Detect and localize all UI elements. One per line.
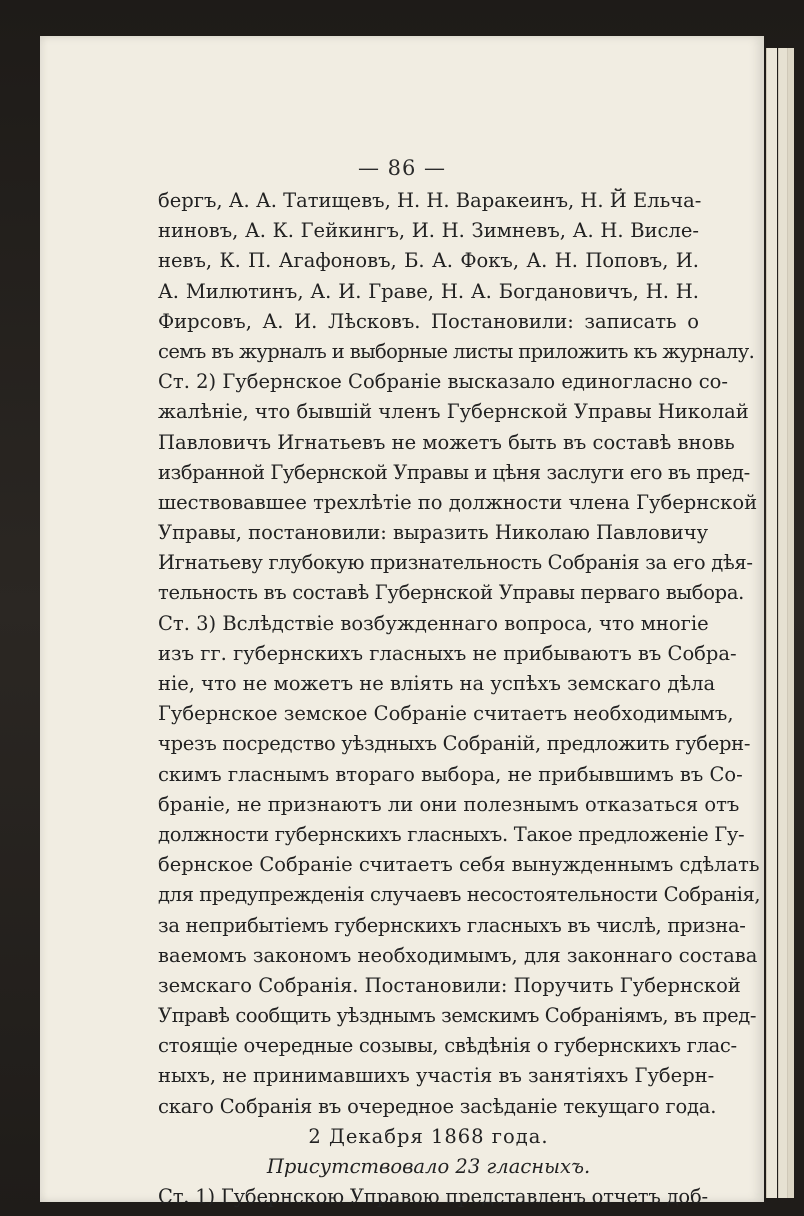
text-line: шествовавшее трехлѣтіе по должности члена Губернской — [158, 490, 758, 514]
text-line: семъ въ журналъ и выборные листы приложить къ журналу. — [158, 339, 755, 363]
text-line: Ст. 1) Губернскою Управою представленъ отчетъ доб- — [158, 1185, 708, 1209]
text-line: браніе, не признаютъ ли они полезнымъ отказаться отъ — [158, 792, 740, 816]
text-line: Управы, постановили: выразить Николаю Павловичу — [158, 521, 709, 545]
text-line: Ст. 3) Вслѣдствіе возбужденнаго вопроса, что многіе — [158, 611, 709, 635]
text-line: земскаго Собранія. Постановили: Поручить Губернской — [158, 973, 741, 997]
text-line: Управѣ сообщить уѣзднымъ земскимъ Собраніямъ, въ пред- — [158, 1004, 757, 1028]
text-line: Игнатьеву глубокую признательность Собранія за его дѣя- — [158, 551, 753, 575]
text-line: для предупрежденія случаевъ несостоятельности Собранія, — [158, 883, 761, 907]
text-line: избранной Губернской Управы и цѣня заслуги его въ пред- — [158, 460, 750, 484]
text-line: Губернское земское Собраніе считаетъ необходимымъ, — [158, 702, 734, 726]
text-line: жалѣніе, что бывшій членъ Губернской Управы Николай — [158, 400, 749, 424]
text-line: за неприбытіемъ губернскихъ гласныхъ въ числѣ, призна- — [158, 913, 746, 937]
text-line: должности губернскихъ гласныхъ. Такое предложеніе Гу- — [158, 822, 745, 846]
text-line: ныхъ, не принимавшихъ участія въ занятіяхъ Губерн- — [158, 1064, 715, 1088]
text-line: ниновъ, А. К. Гейкингъ, И. Н. Зимневъ, А. Н. Висле- — [158, 219, 699, 243]
page-number: — 86 — — [357, 156, 447, 180]
text-line: тельность въ составѣ Губернской Управы перваго выбора. — [158, 581, 745, 605]
text-line: Павловичъ Игнатьевъ не можетъ быть въ составѣ вновь — [158, 430, 735, 454]
body-text — [158, 186, 761, 1212]
text-line: ніе, что не можетъ не вліять на успѣхъ земскаго дѣла — [158, 672, 716, 695]
text-line: бернское Собраніе считаетъ себя вынужденнымъ сдѣлать — [158, 853, 760, 877]
page-edge — [766, 48, 777, 1198]
page-edge — [778, 48, 787, 1198]
text-line: А. Милютинъ, А. И. Граве, Н. А. Богдановичъ, Н. Н. — [158, 279, 699, 303]
text-line: скимъ гласнымъ втораго выбора, не прибывшимъ въ Со- — [158, 762, 743, 786]
text-line: изъ гг. губернскихъ гласныхъ не прибываютъ въ Собра- — [158, 641, 737, 665]
page-edge — [787, 48, 794, 1198]
text-line: ваемомъ закономъ необходимымъ, для законнаго состава — [158, 943, 758, 967]
text-line: скаго Собранія въ очередное засѣданіе текущаго года. — [158, 1094, 717, 1118]
text-line: Фирсовъ, А. И. Лѣсковъ. Постановили: записать о — [158, 309, 699, 333]
text-line: Ст. 2) Губернское Собраніе высказало единогласно со- — [158, 370, 728, 394]
text-line: стоящіе очередные созывы, свѣдѣнія о губернскихъ глас- — [158, 1034, 737, 1058]
date-heading: 2 Декабря 1868 года. — [308, 1124, 549, 1148]
text-line: бергъ, А. А. Татищевъ, Н. Н. Варакеинъ, Н. Й Ельча- — [158, 189, 702, 212]
text-line: невъ, К. П. Агафоновъ, Б. А. Фокъ, А. Н. Поповъ, И. — [158, 249, 699, 273]
text-line: чрезъ посредство уѣздныхъ Собраній, предложить губерн- — [158, 732, 751, 756]
attendance-note: Присутствовало 23 гласныхъ. — [266, 1155, 591, 1178]
